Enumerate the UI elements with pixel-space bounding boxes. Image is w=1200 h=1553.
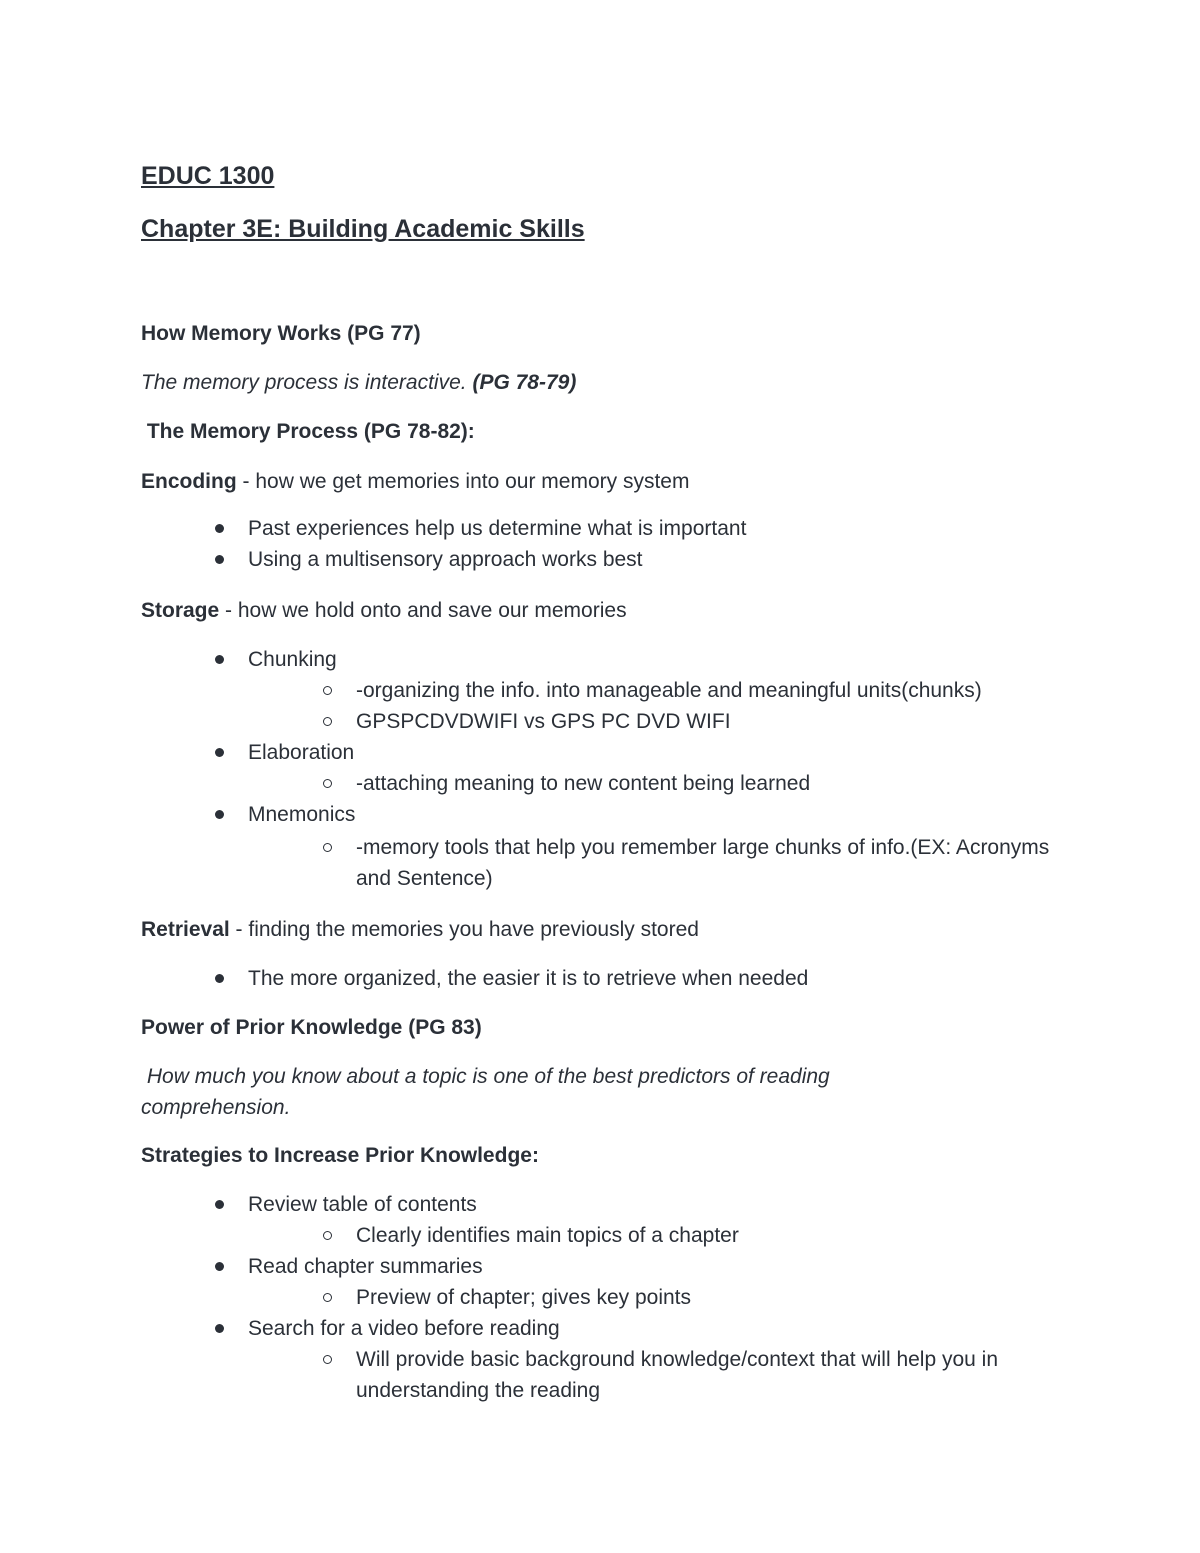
retrieval-def: - finding the memories you have previously stored [229, 918, 699, 941]
list-item-text: Chunking [248, 648, 337, 671]
bullet-dot-icon [215, 748, 224, 757]
bullet-dot-icon [215, 1262, 224, 1271]
memory-interactive-ref: (PG 78-79) [472, 371, 577, 394]
list-item-text: Read chapter summaries [248, 1255, 483, 1278]
bullet-dot-icon [215, 1200, 224, 1209]
sub-list-item [141, 1344, 1081, 1406]
bullet-circle-icon [323, 843, 332, 852]
bullet-circle-icon [323, 1231, 332, 1240]
prior-knowledge-quote: How much you know about a topic is one of the best predictors of reading comprehension. [141, 1065, 836, 1119]
list-item [141, 513, 1081, 544]
encoding-list [141, 513, 1081, 575]
heading-prior-knowledge: Power of Prior Knowledge (PG 83) [141, 1016, 482, 1039]
list-item [141, 737, 1081, 768]
sub-list-item [141, 768, 1081, 799]
list-item [141, 1313, 1081, 1344]
retrieval-list [141, 963, 1081, 994]
heading-how-memory-works: How Memory Works (PG 77) [141, 322, 421, 345]
heading-strategies: Strategies to Increase Prior Knowledge: [141, 1144, 539, 1167]
list-item-text: Search for a video before reading [248, 1317, 560, 1340]
bullet-circle-icon [323, 1293, 332, 1302]
memory-interactive-line [141, 367, 1081, 398]
bullet-dot-icon [215, 555, 224, 564]
bullet-dot-icon [215, 524, 224, 533]
bullet-dot-icon [215, 1324, 224, 1333]
list-item [141, 1251, 1081, 1282]
storage-term: Storage [141, 599, 220, 622]
list-item [141, 1189, 1081, 1220]
bullet-circle-icon [323, 779, 332, 788]
sub-list-item-text: GPSPCDVDWIFI vs GPS PC DVD WIFI [356, 710, 731, 733]
storage-line [141, 595, 1081, 626]
bullet-circle-icon [323, 1355, 332, 1364]
list-item [141, 644, 1081, 675]
sub-list-item [141, 1220, 1081, 1251]
document-page [141, 158, 1081, 1406]
document-title: EDUC 1300 [141, 162, 275, 190]
list-item-text: Past experiences help us determine what is important [248, 517, 747, 540]
encoding-term: Encoding [141, 470, 237, 493]
list-item-text: The more organized, the easier it is to retrieve when needed [248, 967, 809, 990]
sub-list-item-text: -organizing the info. into manageable and meaningful units(chunks) [356, 679, 982, 702]
encoding-line [141, 466, 1081, 497]
memory-interactive-text: The memory process is interactive. [141, 371, 467, 394]
sub-list-item [141, 832, 1081, 894]
sub-list-item [141, 675, 1081, 706]
strategies-list [141, 1189, 1081, 1406]
list-item-text: Mnemonics [248, 803, 356, 826]
bullet-circle-icon [323, 686, 332, 695]
bullet-circle-icon [323, 717, 332, 726]
encoding-def: - how we get memories into our memory system [236, 470, 690, 493]
list-item-text: Using a multisensory approach works best [248, 548, 643, 571]
sub-list-item-text: -memory tools that help you remember large chunks of info.(EX: Acronyms and Sentence) [356, 836, 1050, 890]
bullet-dot-icon [215, 655, 224, 664]
sub-list-item-text: Preview of chapter; gives key points [356, 1286, 691, 1309]
list-item-text: Elaboration [248, 741, 355, 764]
storage-def: - how we hold onto and save our memories [219, 599, 627, 622]
sub-list-item [141, 706, 1081, 737]
sub-list-item [141, 1282, 1081, 1313]
sub-list-item-text: -attaching meaning to new content being learned [356, 772, 811, 795]
list-item-text: Review table of contents [248, 1193, 477, 1216]
bullet-dot-icon [215, 974, 224, 983]
retrieval-line [141, 914, 1081, 945]
list-item [141, 963, 1081, 994]
storage-list [141, 644, 1081, 894]
retrieval-term: Retrieval [141, 918, 230, 941]
document-subtitle: Chapter 3E: Building Academic Skills [141, 215, 585, 243]
heading-memory-process: The Memory Process (PG 78-82): [141, 420, 475, 443]
list-item [141, 544, 1081, 575]
sub-list-item-text: Will provide basic background knowledge/context that will help you in understanding the reading [356, 1348, 999, 1402]
sub-list-item-text: Clearly identifies main topics of a chapter [356, 1224, 739, 1247]
list-item [141, 799, 1081, 830]
bullet-dot-icon [215, 810, 224, 819]
